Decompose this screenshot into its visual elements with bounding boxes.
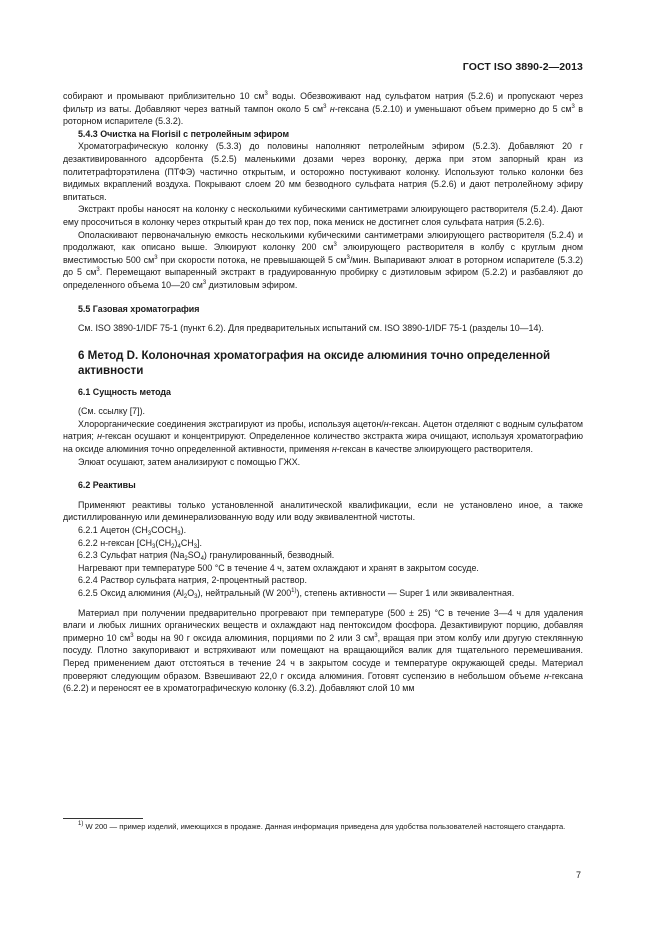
paragraph-continuation: собирают и промывают приблизительно 10 $см^3$ воды. Обезвоживают над сульфатом натрия (5.2.6) и пропускают через фильтр из ваты. Добавляют через ватный тампон около 5 $см^3$ н-гексана (5.2.10) и уменьшают объем примерно до 5 $см^3$ в роторном испарителе (5.3.2).: [63, 91, 583, 127]
standard-code: ГОСТ ISO 3890-2—2013: [462, 61, 583, 73]
reagent-6-2-5: 6.2.5 Оксид алюминия $(Al_2O_3)$, нейтральный (W 200$^{1)}$), степень активности — Super 1 или эквивалентная.: [78, 588, 515, 600]
reagent-6-2-3: 6.2.3 Сульфат натрия $(Na_2SO_4)$ гранулированный, безводный.: [78, 550, 335, 563]
reagent-6-2-1: 6.2.1 Ацетон $(CH_3COCH_3)$.: [78, 525, 187, 538]
paragraph-gas-chromatography: См. ISO 3890-1/IDF 75-1 (пункт 6.2). Для предварительных испытаний см. ISO 3890-1/IDF 75-1 (разделы 10—14).: [78, 323, 544, 334]
footnote-divider: [63, 818, 143, 819]
paragraph-column-preparation: Хроматографическую колонку (5.3.3) до половины наполняют петролейным эфиром (5.2.3). Добавляют 20 г дезактивированного адсорбента (5.2.5) маленькими дозами через воронку, держа при этом запорный кран из политетрафторэтилена (ПТФЭ) частично открытым, и осторожно постукивают колонку. Используют только колонки без видимых вкраплений воздуха. Покрывают слоем 20 мм безводного сульфата натрия (5.2.6) и дают петролейному эфиру впитаться.: [63, 141, 583, 202]
heading-5-5: 5.5 Газовая хроматография: [78, 303, 200, 314]
paragraph-principle: Хлорорганические соединения экстрагируют из пробы, используя ацетон/н-гексан. Ацетон отделяют с водным сульфатом натрия; н-гексан осушают и концентрируют. Определенное количество экстракта жира очищают, используя хроматографию на оксиде алюминия точно определенной активности, применяя н-гексан в качестве элюирующего растворителя.: [63, 418, 584, 455]
section-6-title: 6 Метод D. Колоночная хроматография на оксиде алюминия точно определенной активности: [78, 348, 551, 378]
paragraph-eluate: Элюат осушают, затем анализируют с помощью ГЖХ.: [78, 456, 301, 467]
reagent-6-2-2: 6.2.2 н-гексан $[CH_3(CH_2)_4CH_3]$.: [78, 537, 202, 550]
paragraph-extract-application: Экстракт пробы наносят на колонку с несколькими кубическими сантиметрами элюирующего растворителя (5.2.4). Дают ему просочиться в колонку через открытый кран до тех пор, пока мениск не достигнет слоя сульфата натрия (5.2.6).: [63, 204, 583, 227]
paragraph-reference: (См. ссылку [7]).: [78, 406, 146, 417]
paragraph-elution: Ополаскивают первоначальную емкость несколькими кубическими сантиметрами элюирующего растворителя (5.2.4) и продолжают, как описано выше. Элюируют колонку 200 $см^3$ элюирующего растворителя в колбу с круглым дном вместимостью 500 $см^3$ при скорости потока, не превышающей 5 $см^3$/мин. Выпаривают элюат в роторном испарителе (5.3.2) до 5 $см^3$. Перемещают выпаренный экстракт в градуированную пробирку с диэтиловым эфиром (5.2.2) и разбавляют до определенного объема 10—20 $см^3$ диэтиловым эфиром.: [63, 229, 583, 290]
footnote-marker: 1): [291, 588, 297, 594]
page-body: [63, 90, 583, 695]
footnote: $^{1)}$ W 200 — пример изделий, имеющихся в продаже. Данная информация приведена для удобства пользователей настоящего стандарта.: [78, 821, 566, 831]
reagent-6-2-4: 6.2.4 Раствор сульфата натрия, 2-процентный раствор.: [78, 575, 307, 586]
page-number: 7: [575, 870, 581, 880]
heading-6-1: 6.1 Сущность метода: [78, 386, 171, 397]
paragraph-alumina-preparation: Материал при получении предварительно прогревают при температуре (500 ± 25) °C в течение 3—4 ч для удаления влаги и любых лишних органических веществ и охлаждают над пентоксидом фосфора. Дезактивируют порцию, добавляя примерно 10 $см^3$ воды на 90 г оксида алюминия, порциями по 2 или 3 $см^3$, вращая при этом колбу или другую стеклянную посуду. Плотно закупоривают и встряхивают или помещают на вращающийся валик для тщательного перемешивания. Перед применением дают отстояться в течение 24 ч в закрытом сосуде и температуре окружающей среды. Материал проверяют следующим образом. Взвешивают 22,0 г оксида алюминия. Готовят суспензию в небольшом объеме н-гексана (6.2.2) и переносят ее в хроматографическую колонку (6.3.2). Добавляют слой 10 мм: [63, 607, 583, 694]
paragraph-sodium-sulfate-heating: Нагревают при температуре 500 °C в течение 4 ч, затем охлаждают и хранят в закрытом сосуде.: [78, 562, 479, 573]
heading-6-2: 6.2 Реактивы: [78, 480, 136, 491]
paragraph-reagents-intro: Применяют реактивы только установленной аналитической квалификации, если не установлено иное, а также дистиллированную или деминерализованную воду или воду эквивалентной чистоты.: [63, 499, 583, 523]
heading-5-4-3: 5.4.3 Очистка на Florisil с петролейным эфиром: [78, 128, 290, 139]
